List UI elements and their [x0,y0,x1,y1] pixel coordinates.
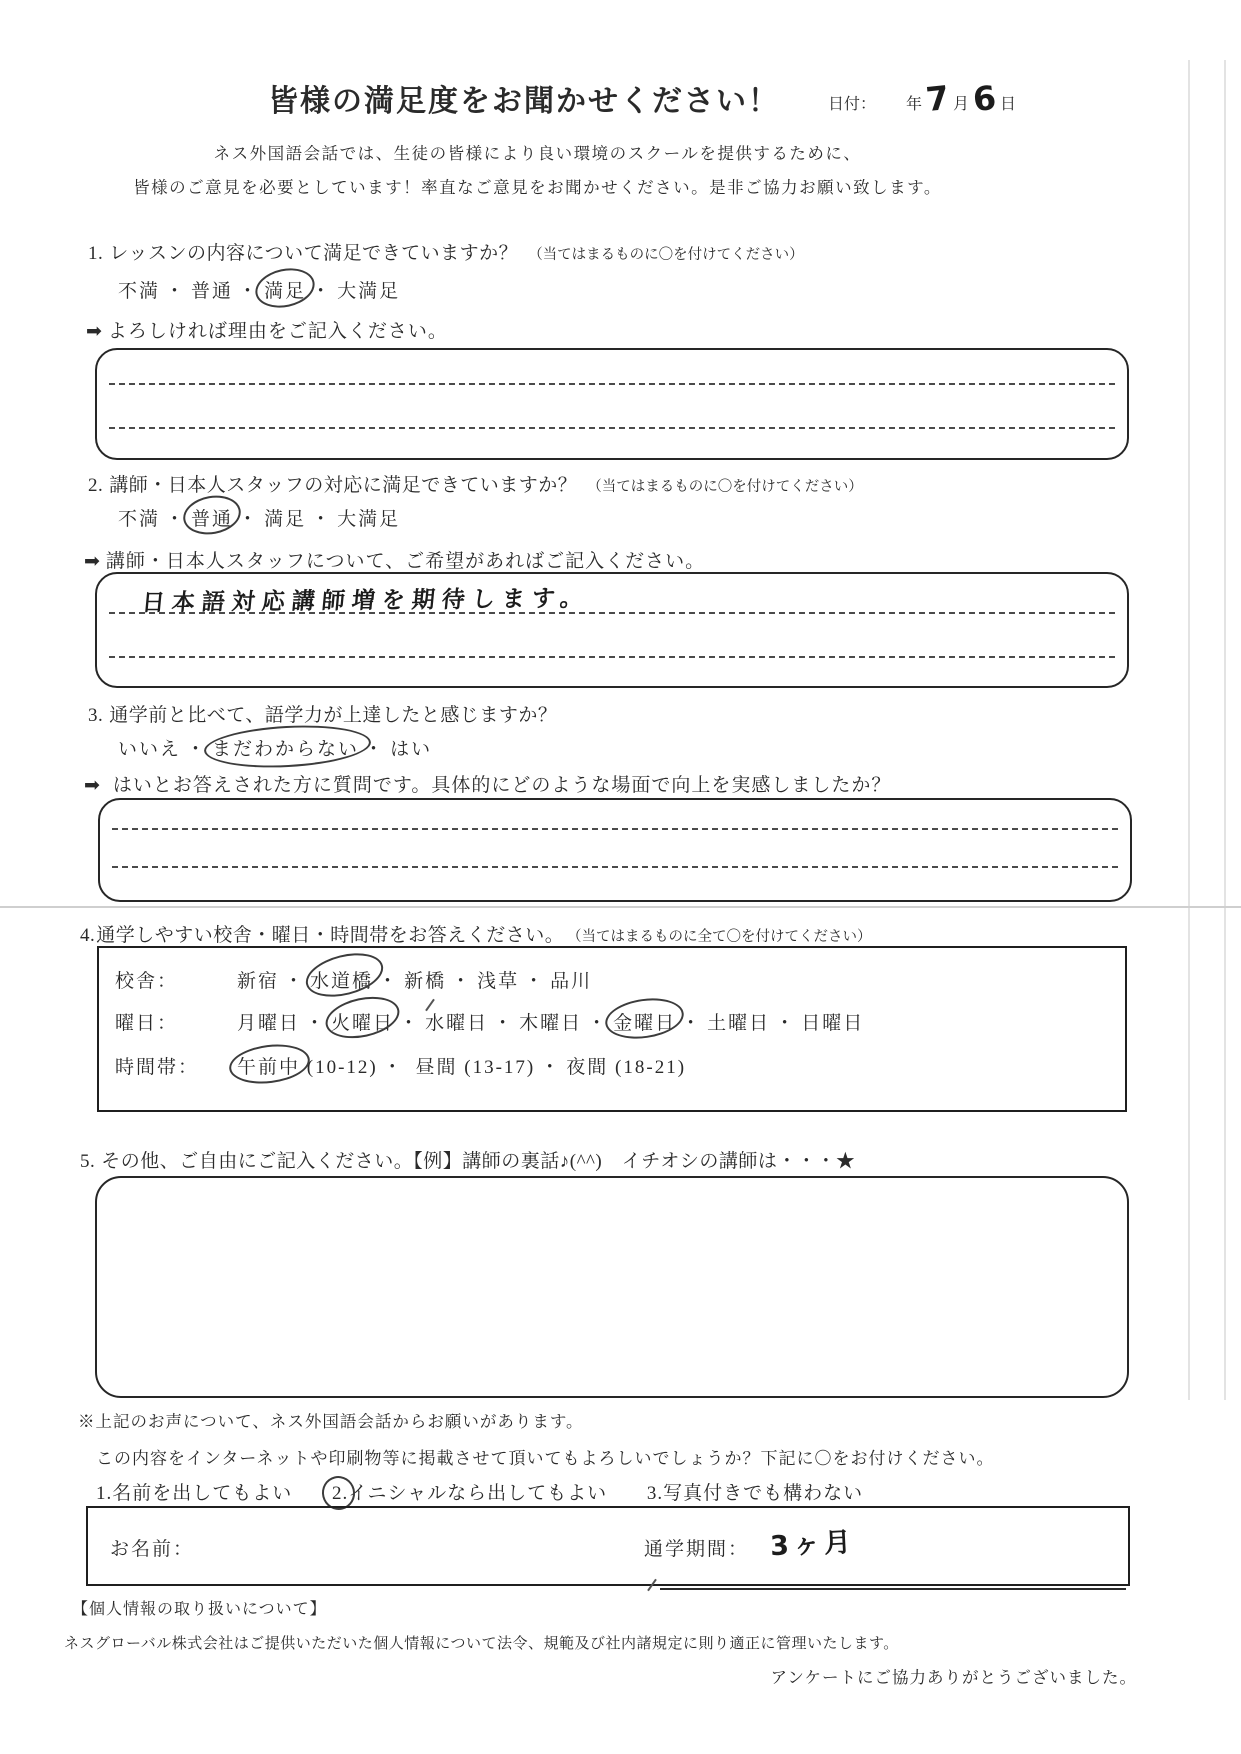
time-morning-label: 午前中 [237,1057,301,1078]
separator-dot: ・ [399,1013,421,1034]
separator-dot: ・ [775,1013,797,1034]
name-period-box [86,1506,1130,1586]
answer-writing-line [112,828,1118,830]
publish-option-1-num: 1. [96,1483,113,1504]
separator-dot: ・ [165,509,187,530]
q1-option-daimanzoku: 大満足 [337,281,401,302]
q5-answer-box[interactable] [95,1176,1129,1398]
q4-school-options [237,971,592,992]
day-monday: 月曜日 [237,1013,301,1034]
q2-option-daimanzoku: 大満足 [337,509,401,530]
separator-dot: ・ [311,281,333,302]
q4-time-row [115,1052,686,1079]
separator-dot: ・ [165,281,187,302]
q2-title [88,470,863,497]
q2-option-fuman: 不満 [118,509,161,530]
q3-option-hai: はい [390,739,433,760]
q4-number: 4. [80,925,96,946]
q2-answer-box[interactable] [95,572,1129,688]
separator-dot: ・ [524,971,546,992]
answer-writing-line [109,612,1115,614]
q3-number: 3. [88,705,104,726]
publish-option-3-label: 写真付きでも構わない [663,1483,864,1504]
scan-artifact-line [1224,60,1226,1400]
q4-note: （当てはまるものに全て〇を付けてください） [574,929,872,945]
separator-dot: ・ [493,1013,515,1034]
q1-prompt [86,316,448,343]
time-morning-selected [237,1052,300,1079]
q1-options [118,276,400,303]
q3-title [88,700,557,727]
day-friday-selected [613,1008,676,1035]
handwritten-month-value: 7 [924,77,951,120]
q2-option-futsuu-label: 普通 [191,509,234,530]
q3-prompt [84,770,891,797]
day-sunday: 日曜日 [801,1013,865,1034]
q1-text: レッスンの内容について満足できていますか？ [109,243,519,264]
publish-option-2 [332,1478,607,1505]
privacy-heading: 【個人情報の取り扱いについて】 [72,1601,327,1618]
handwritten-period-value[interactable]: 3ヶ月 [769,1526,856,1563]
arrow-icon: ➡ [86,320,103,342]
q1-option-fuman: 不満 [118,281,161,302]
separator-dot: ・ [311,509,333,530]
q1-option-futsuu: 普通 [191,281,234,302]
q2-option-manzoku: 満足 [264,509,307,530]
q1-option-manzoku-label: 満足 [264,281,307,302]
q1-prompt-text: よろしければ理由をご記入ください。 [107,321,448,342]
day-tuesday-selected [331,1008,394,1035]
q5-text: その他、ご自由にご記入ください。 [101,1151,414,1172]
separator-dot: ・ [238,509,260,530]
day-wednesday-label: 水曜日 [425,1013,489,1034]
date-day-suffix: 日 [999,95,1016,113]
handwritten-answer: 日本語対応講師増を期待します。 [140,585,592,617]
intro-line-2: 皆様のご意見を必要としています！率直なご意見をお聞かせください。是非ご協力お願い致します。 [133,178,942,197]
school-shinjuku: 新宿 [237,971,280,992]
q1-answer-box[interactable] [95,348,1129,460]
separator-dot: ・ [305,1013,327,1034]
q2-options [118,504,400,531]
q2-prompt [84,546,705,573]
q3-option-madawakaranai-selected [212,734,359,761]
separator-dot: ・ [284,971,306,992]
time-evening: 夜間 [566,1057,609,1078]
day-friday-label: 金曜日 [613,1013,677,1034]
q1-number: 1. [88,243,104,264]
q4-time-options [237,1057,686,1078]
publish-option-3-num: 3. [646,1483,664,1504]
date-field [828,77,1016,120]
separator-dot: ・ [451,971,473,992]
publish-option-2-num-selected [332,1483,348,1505]
school-suidobashi-selected [310,966,373,993]
separator-dot: ・ [378,971,400,992]
time-daytime-range: (13-17) [464,1057,536,1078]
answer-writing-line [112,866,1118,868]
separator-dot: ・ [238,281,260,302]
q1-note: （当てはまるものに〇を付けてください） [528,247,804,263]
q4-text: 通学しやすい校舎・曜日・時間帯をお答えください。 [96,925,565,946]
date-label: 日付： [828,95,877,113]
q1-option-manzoku-selected [264,276,306,303]
publish-option-3 [647,1478,863,1505]
q4-school-label: 校舎： [115,971,179,992]
school-asakusa: 浅草 [477,971,520,992]
time-daytime: 昼間 [415,1057,458,1078]
date-year-suffix: 年 [906,95,923,113]
q3-answer-box[interactable] [98,798,1132,902]
q3-options [118,734,432,761]
separator-dot: ・ [364,739,386,760]
section-divider [0,906,1241,908]
name-input-area[interactable] [218,1522,598,1570]
q4-time-label: 時間帯： [115,1057,200,1078]
day-tuesday-label: 火曜日 [331,1013,395,1034]
date-month-suffix: 月 [953,95,970,113]
intro-line-1: ネス外国語会話では、生徒の皆様により良い環境のスクールを提供するために、 [213,144,862,163]
q3-option-iie: いいえ [118,739,182,760]
arrow-icon: ➡ [84,774,101,796]
answer-writing-line [109,383,1115,385]
separator-dot: ・ [382,1057,404,1078]
answer-writing-line [109,427,1115,429]
q3-text: 通学前と比べて、語学力が上達したと感じますか？ [109,705,558,726]
name-label: お名前： [110,1539,195,1560]
q4-day-row [115,1008,864,1035]
thanks-message: アンケートにご協力ありがとうございました。 [770,1668,1137,1687]
q2-note: （当てはまるものに〇を付けてください） [587,479,863,495]
day-saturday: 土曜日 [707,1013,771,1034]
day-thursday: 木曜日 [519,1013,583,1034]
q2-text: 講師・日本人スタッフの対応に満足できていますか？ [109,475,578,496]
q4-day-label: 曜日： [115,1013,179,1034]
publish-option-2-label: イニシャルなら出してもよい [348,1483,608,1504]
arrow-icon: ➡ [84,550,101,572]
q2-option-futsuu-selected [191,504,233,531]
q1-title [88,238,804,265]
q5-number: 5. [80,1151,96,1172]
privacy-text: ネスグローバル株式会社はご提供いただいた個人情報について法令、規範及び社内諸規定に則り適正に管理いたします。 [64,1636,899,1652]
handwritten-day-value: 6 [971,77,998,120]
school-shinagawa: 品川 [550,971,593,992]
q2-prompt-text: 講師・日本人スタッフについて、ご希望があればご記入ください。 [105,551,706,572]
answer-writing-line [109,656,1115,658]
q5-example: 【例】講師の裏話♪(^^) イチオシの講師は・・・★ [413,1151,856,1172]
separator-dot: ・ [681,1013,703,1034]
stray-pen-mark [425,999,435,1012]
separator-dot: ・ [186,739,208,760]
q5-title [80,1146,855,1173]
separator-dot: ・ [587,1013,609,1034]
publish-option-2-num: 2. [332,1483,349,1504]
q2-number: 2. [88,475,104,496]
scan-artifact-line [1188,60,1190,1400]
q4-day-options [237,1013,864,1034]
school-suidobashi-label: 水道橋 [310,971,374,992]
time-morning-range: (10-12) [306,1057,378,1078]
day-wednesday [425,1008,488,1035]
period-label: 通学期間： [644,1539,750,1560]
time-evening-range: (18-21) [615,1057,687,1078]
q4-title [80,920,872,947]
q4-school-row [115,966,592,993]
school-shinbashi: 新橋 [404,971,447,992]
publish-note: ※上記のお声について、ネス外国語会話からお願いがあります。 [78,1412,584,1431]
publish-option-1-label: 名前を出してもよい [112,1483,293,1504]
publish-options [96,1478,897,1505]
publish-option-1 [96,1478,292,1505]
separator-dot: ・ [540,1057,562,1078]
q3-option-madawakaranai-label: まだわからない [212,739,360,760]
q4-selection-box[interactable] [97,946,1127,1112]
page-title: 皆様の満足度をお聞かせください！ [268,85,780,118]
publish-question: この内容をインターネットや印刷物等に掲載させて頂いてもよろしいでしょうか？下記に〇をお付けください。 [96,1449,995,1468]
scan-double-line [660,1588,1126,1590]
q3-prompt-text: はいとお答えされた方に質問です。具体的にどのような場面で向上を実感しましたか？ [112,775,892,796]
